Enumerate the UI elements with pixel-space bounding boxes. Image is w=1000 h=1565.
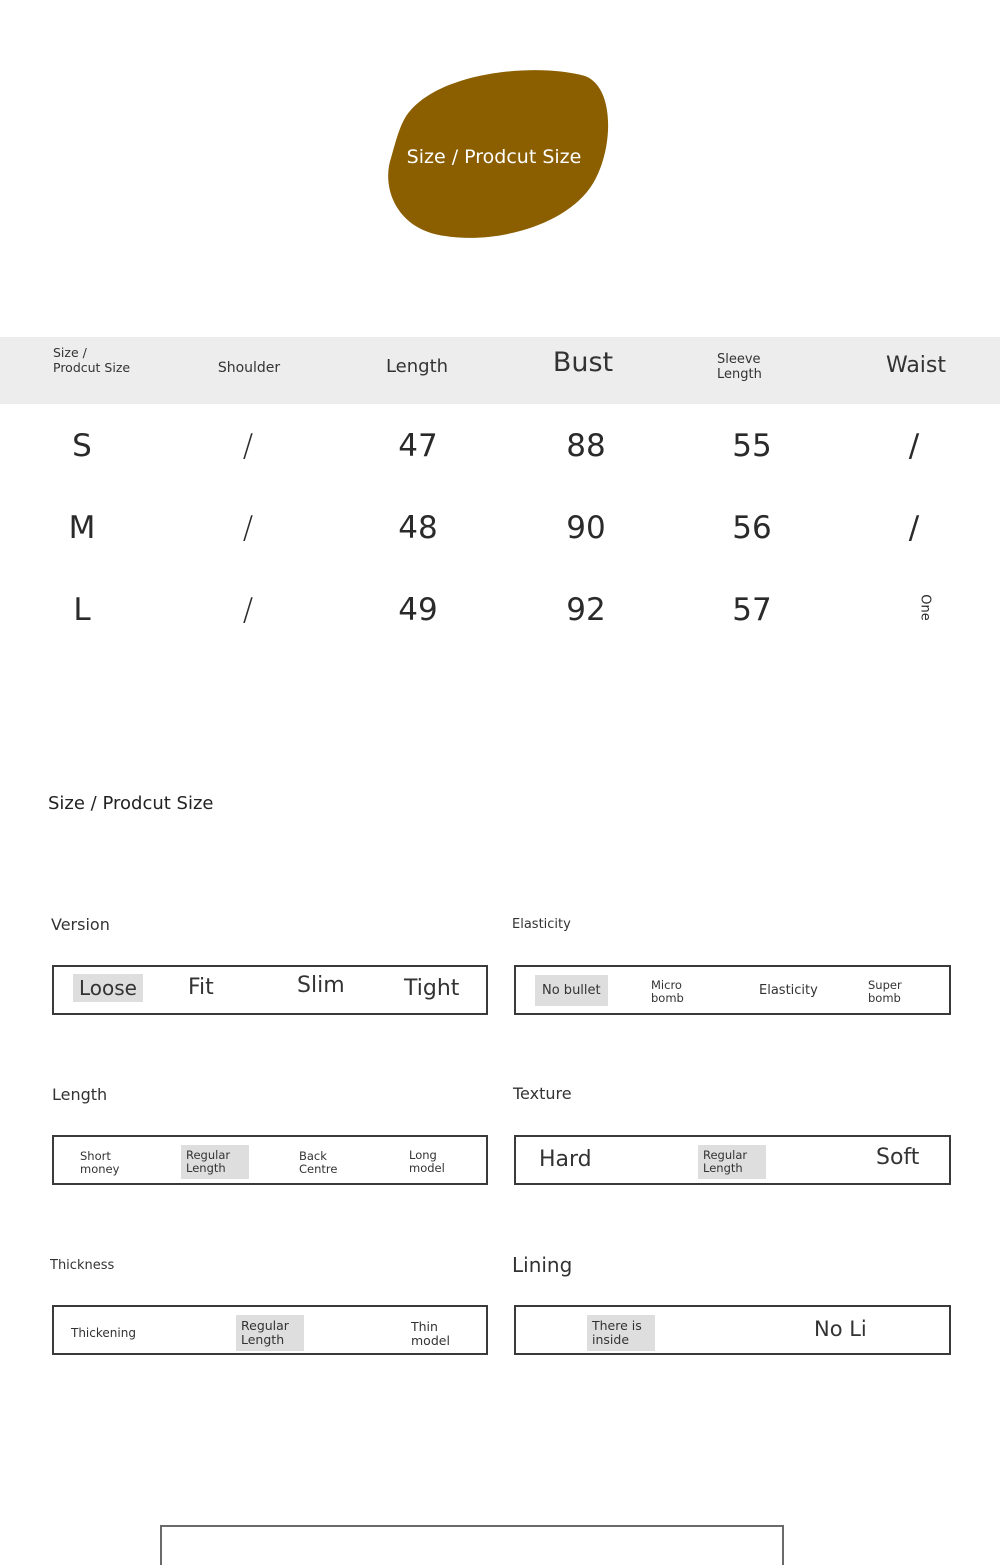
cell-waist: / [908,510,920,546]
cell-shoulder: / [242,510,254,546]
cell-waist: / [908,428,920,464]
cell-length: 47 [398,428,438,464]
cell-length: 48 [398,510,438,546]
thickness-label: Thickness [50,1258,115,1273]
lining-option-there-is-inside: There is inside [587,1315,655,1351]
col-size: Size / Prodcut Size [53,345,131,375]
version-scale [52,965,488,1015]
thickness-scale [52,1305,488,1355]
cell-sleeve: 56 [732,510,772,546]
length-option-long-model: Long model [409,1148,445,1175]
next-panel-frame [160,1525,784,1565]
cell-size: S [72,428,92,464]
cell-shoulder: / [242,428,254,464]
cell-length: 49 [398,592,438,628]
header-title: Size / Prodcut Size [406,146,582,168]
texture-option-regular-length: Regular Length [698,1145,766,1179]
thickness-option-thin-model: Thin model [411,1319,450,1348]
version-option-loose: Loose [73,974,143,1002]
thickness-option-regular-length: Regular Length [236,1315,304,1351]
cell-sleeve: 55 [732,428,772,464]
elasticity-option-no-bullet: No bullet [535,975,608,1006]
section-title: Size / Prodcut Size [48,793,214,814]
cell-waist: One [917,594,933,621]
elasticity-option-super-bomb: Super bomb [868,978,902,1005]
lining-label: Lining [512,1253,573,1277]
col-shoulder: Shoulder [217,360,281,376]
cell-shoulder: / [242,592,254,628]
col-bust: Bust [552,347,614,378]
texture-option-hard: Hard [539,1147,592,1172]
size-table-header [0,337,1000,404]
texture-scale [514,1135,951,1185]
version-option-fit: Fit [188,975,214,1000]
length-option-short-money: Short money [80,1149,120,1176]
texture-option-soft: Soft [876,1145,920,1170]
length-option-back-centre: Back Centre [299,1149,338,1176]
table-row [0,428,1000,488]
version-option-slim: Slim [297,973,345,998]
lining-option-no-lining: No Li [814,1317,867,1341]
col-waist: Waist [885,353,947,378]
cell-bust: 88 [566,428,606,464]
col-sleeve-length: Sleeve Length [717,352,762,382]
cell-bust: 90 [566,510,606,546]
length-label: Length [52,1085,108,1104]
table-row [0,510,1000,570]
cell-bust: 92 [566,592,606,628]
length-scale [52,1135,488,1185]
elasticity-scale [514,965,951,1015]
elasticity-option-micro-bomb: Micro bomb [651,978,684,1005]
version-label: Version [51,915,110,934]
col-length: Length [385,356,449,377]
lining-scale [514,1305,951,1355]
version-option-tight: Tight [404,976,460,1001]
cell-size: L [73,592,91,628]
texture-label: Texture [513,1084,572,1103]
elasticity-option-elasticity: Elasticity [759,983,818,998]
table-row [0,592,1000,652]
length-option-regular-length: Regular Length [181,1145,249,1179]
thickness-option-thickening: Thickening [71,1326,136,1340]
elasticity-label: Elasticity [512,917,571,932]
header-badge [385,66,611,242]
cell-sleeve: 57 [732,592,772,628]
cell-size: M [68,510,96,546]
